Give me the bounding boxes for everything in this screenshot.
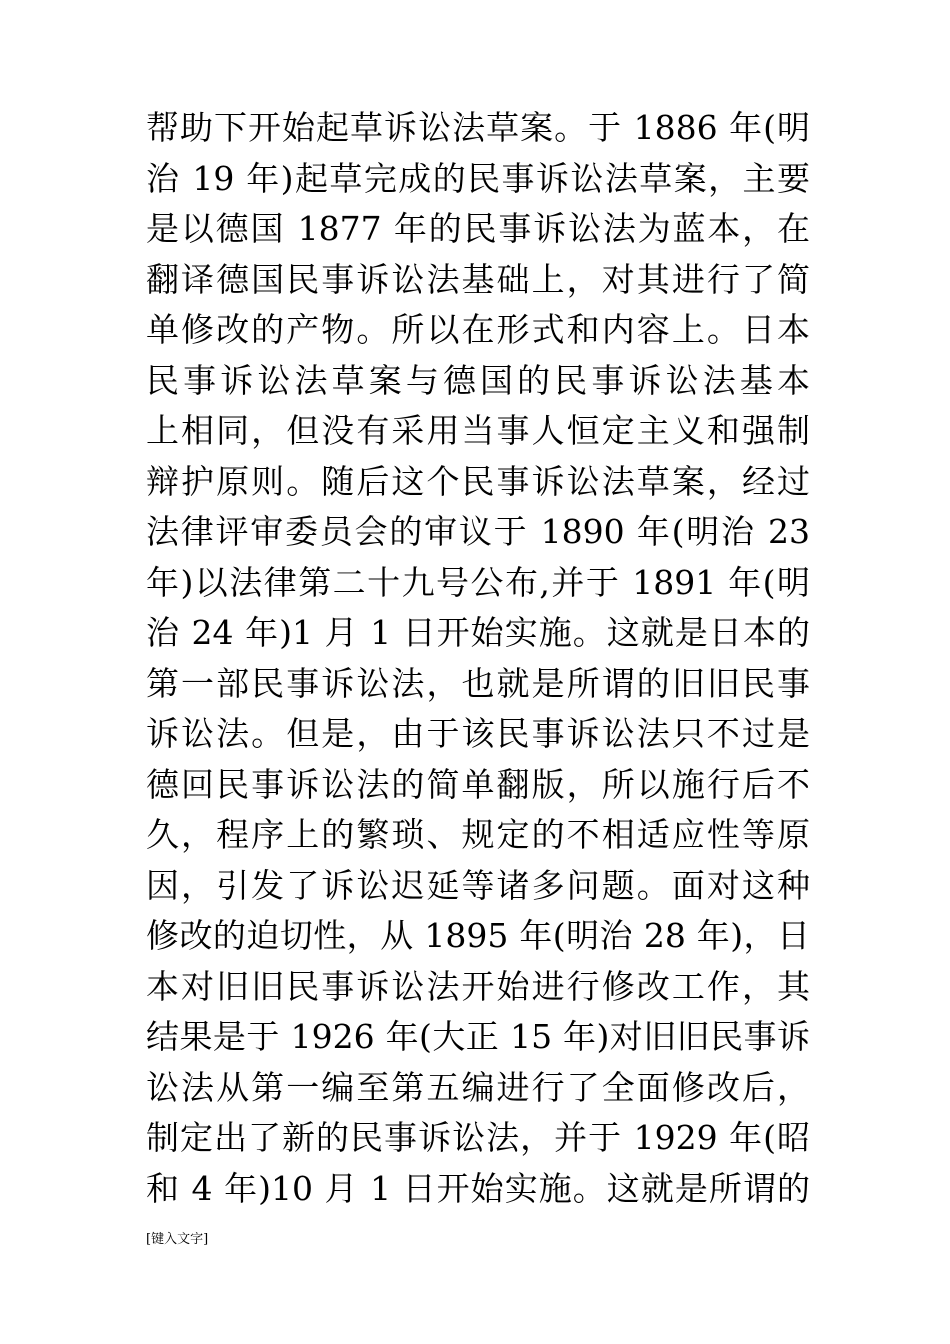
text-line: 久，程序上的繁琐、规定的不相适应性等原 xyxy=(146,815,810,854)
text-line: 制定出了新的民事诉讼法，并于 1929 年(昭 xyxy=(146,1118,810,1157)
text-line: 帮助下开始起草诉讼法草案。于 1886 年(明 xyxy=(146,108,810,147)
footer-placeholder[interactable]: [键入文字] xyxy=(146,1232,209,1247)
text-line: 因，引发了诉讼迟延等诸多问题。面对这种 xyxy=(146,865,810,905)
text-line: 年)以法律第二十九号公布,并于 1891 年(明 xyxy=(146,562,810,602)
text-line: 是以德国 1877 年的民事诉讼法为蓝本，在 xyxy=(146,209,810,248)
text-line: 和 4 年)10 月 1 日开始实施。这就是所谓的 xyxy=(146,1168,810,1208)
body-paragraph xyxy=(146,103,810,1214)
text-line: 诉讼法。但是，由于该民事诉讼法只不过是 xyxy=(146,714,810,753)
text-line: 德回民事诉讼法的简单翻版，所以施行后不 xyxy=(146,764,810,804)
text-line: 上相同，但没有采用当事人恒定主义和强制 xyxy=(146,411,810,450)
text-line: 讼法从第一编至第五编进行了全面修改后， xyxy=(146,1067,810,1107)
text-line: 辩护原则。随后这个民事诉讼法草案，经过 xyxy=(146,461,810,501)
text-line: 单修改的产物。所以在形式和内容上。日本 xyxy=(146,310,810,349)
text-line: 修改的迫切性，从 1895 年(明治 28 年)，日 xyxy=(146,916,810,955)
text-line: 结果是于 1926 年(大正 15 年)对旧旧民事诉 xyxy=(146,1017,810,1056)
text-line: 翻译德国民事诉讼法基础上，对其进行了简 xyxy=(146,259,810,299)
text-line: 治 24 年)1 月 1 日开始实施。这就是日本的 xyxy=(146,613,810,652)
text-line: 治 19 年)起草完成的民事诉讼法草案，主要 xyxy=(146,158,810,198)
text-line: 本对旧旧民事诉讼法开始进行修改工作，其 xyxy=(146,966,810,1006)
text-line: 第一部民事诉讼法，也就是所谓的旧旧民事 xyxy=(146,663,810,703)
text-line: 法律评审委员会的审议于 1890 年(明治 23 xyxy=(146,512,810,551)
text-line: 民事诉讼法草案与德国的民事诉讼法基本 xyxy=(146,360,810,400)
